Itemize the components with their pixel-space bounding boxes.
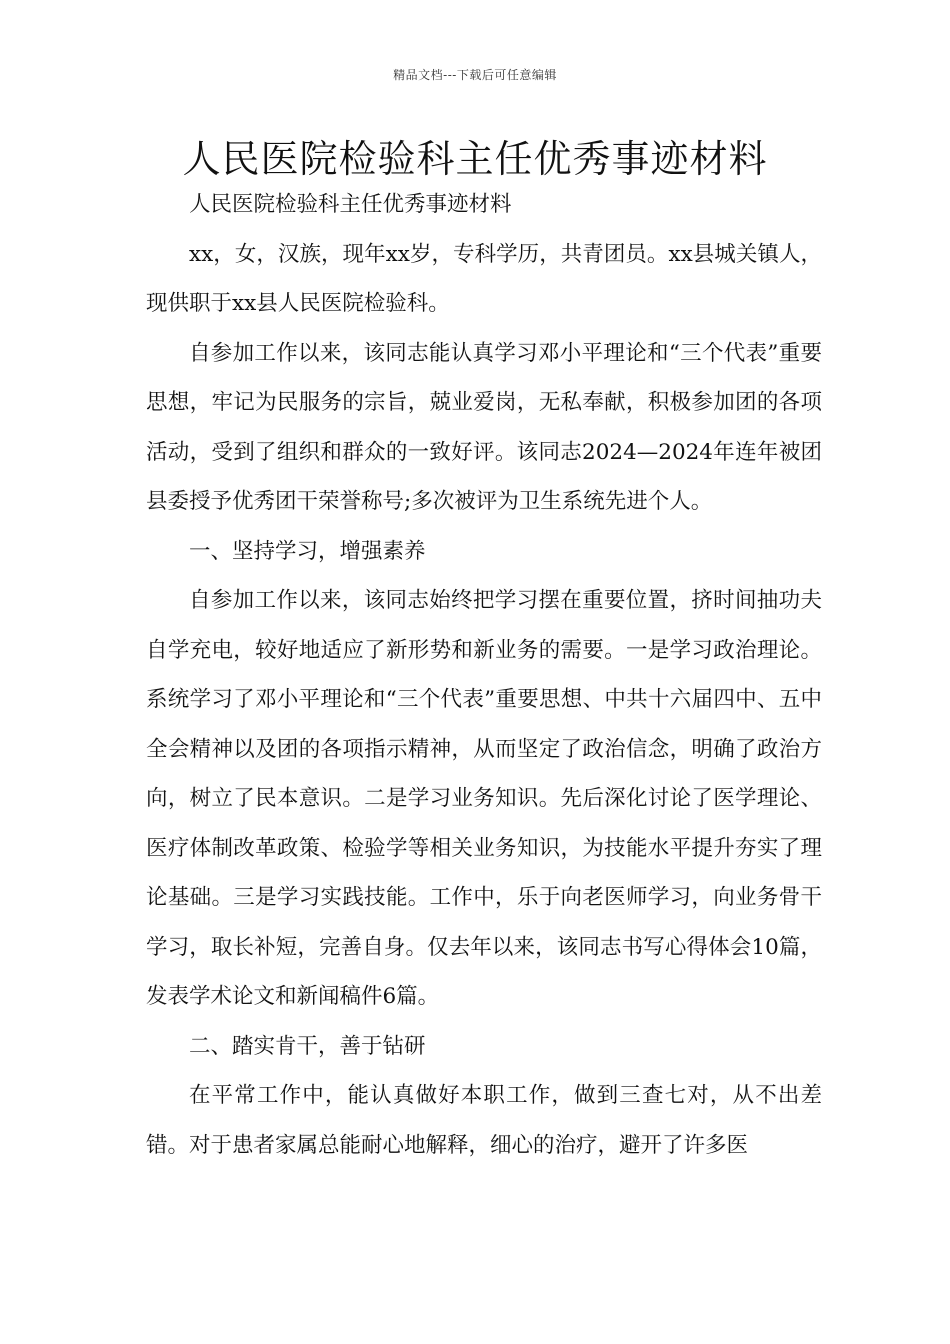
paragraph-study: 自参加工作以来，该同志始终把学习摆在重要位置，挤时间抽功夫自学充电，较好地适应了新形势和新业务的需要。一是学习政治理论。系统学习了邓小平理论和“三个代表”重要思想、中共十六届四中、五中全会精神以及团的各项指示精神，从而坚定了政治信念，明确了政治方向，树立了民本意识。二是学习业务知识。先后深化讨论了医学理论、医疗体制改革政策、检验学等相关业务知识，为技能水平提升夯实了理论基础。三是学习实践技能。工作中，乐于向老医师学习，向业务骨干学习，取长补短，完善自身。仅去年以来，该同志书写心得体会10篇，发表学术论文和新闻稿件6篇。 bbox=[146, 588, 822, 1009]
document-title: 人民医院检验科主任优秀事迹材料 bbox=[182, 137, 768, 181]
document-body bbox=[146, 180, 822, 1170]
paragraph-work: 在平常工作中，能认真做好本职工作，做到三查七对，从不出差错。对于患者家属总能耐心地解释，细心的治疗，避开了许多医 bbox=[146, 1083, 822, 1158]
document-subtitle: 人民医院检验科主任优秀事迹材料 bbox=[189, 192, 512, 217]
page-header: 精品文档---下载后可任意编辑 bbox=[393, 68, 557, 82]
section-heading-2: 二、踏实肯干，善于钻研 bbox=[189, 1033, 426, 1059]
section-heading-1: 一、坚持学习，增强素养 bbox=[189, 538, 426, 564]
paragraph-summary: 自参加工作以来，该同志能认真学习邓小平理论和“三个代表”重要思想，牢记为民服务的宗旨，兢业爱岗，无私奉献，积极参加团的各项活动，受到了组织和群众的一致好评。该同志2024—2024年连年被团县委授予优秀团干荣誉称号;多次被评为卫生系统先进个人。 bbox=[146, 340, 822, 514]
paragraph-intro: xx，女，汉族，现年xx岁，专科学历，共青团员。xx县城关镇人，现供职于xx县人民医院检验科。 bbox=[146, 241, 822, 316]
